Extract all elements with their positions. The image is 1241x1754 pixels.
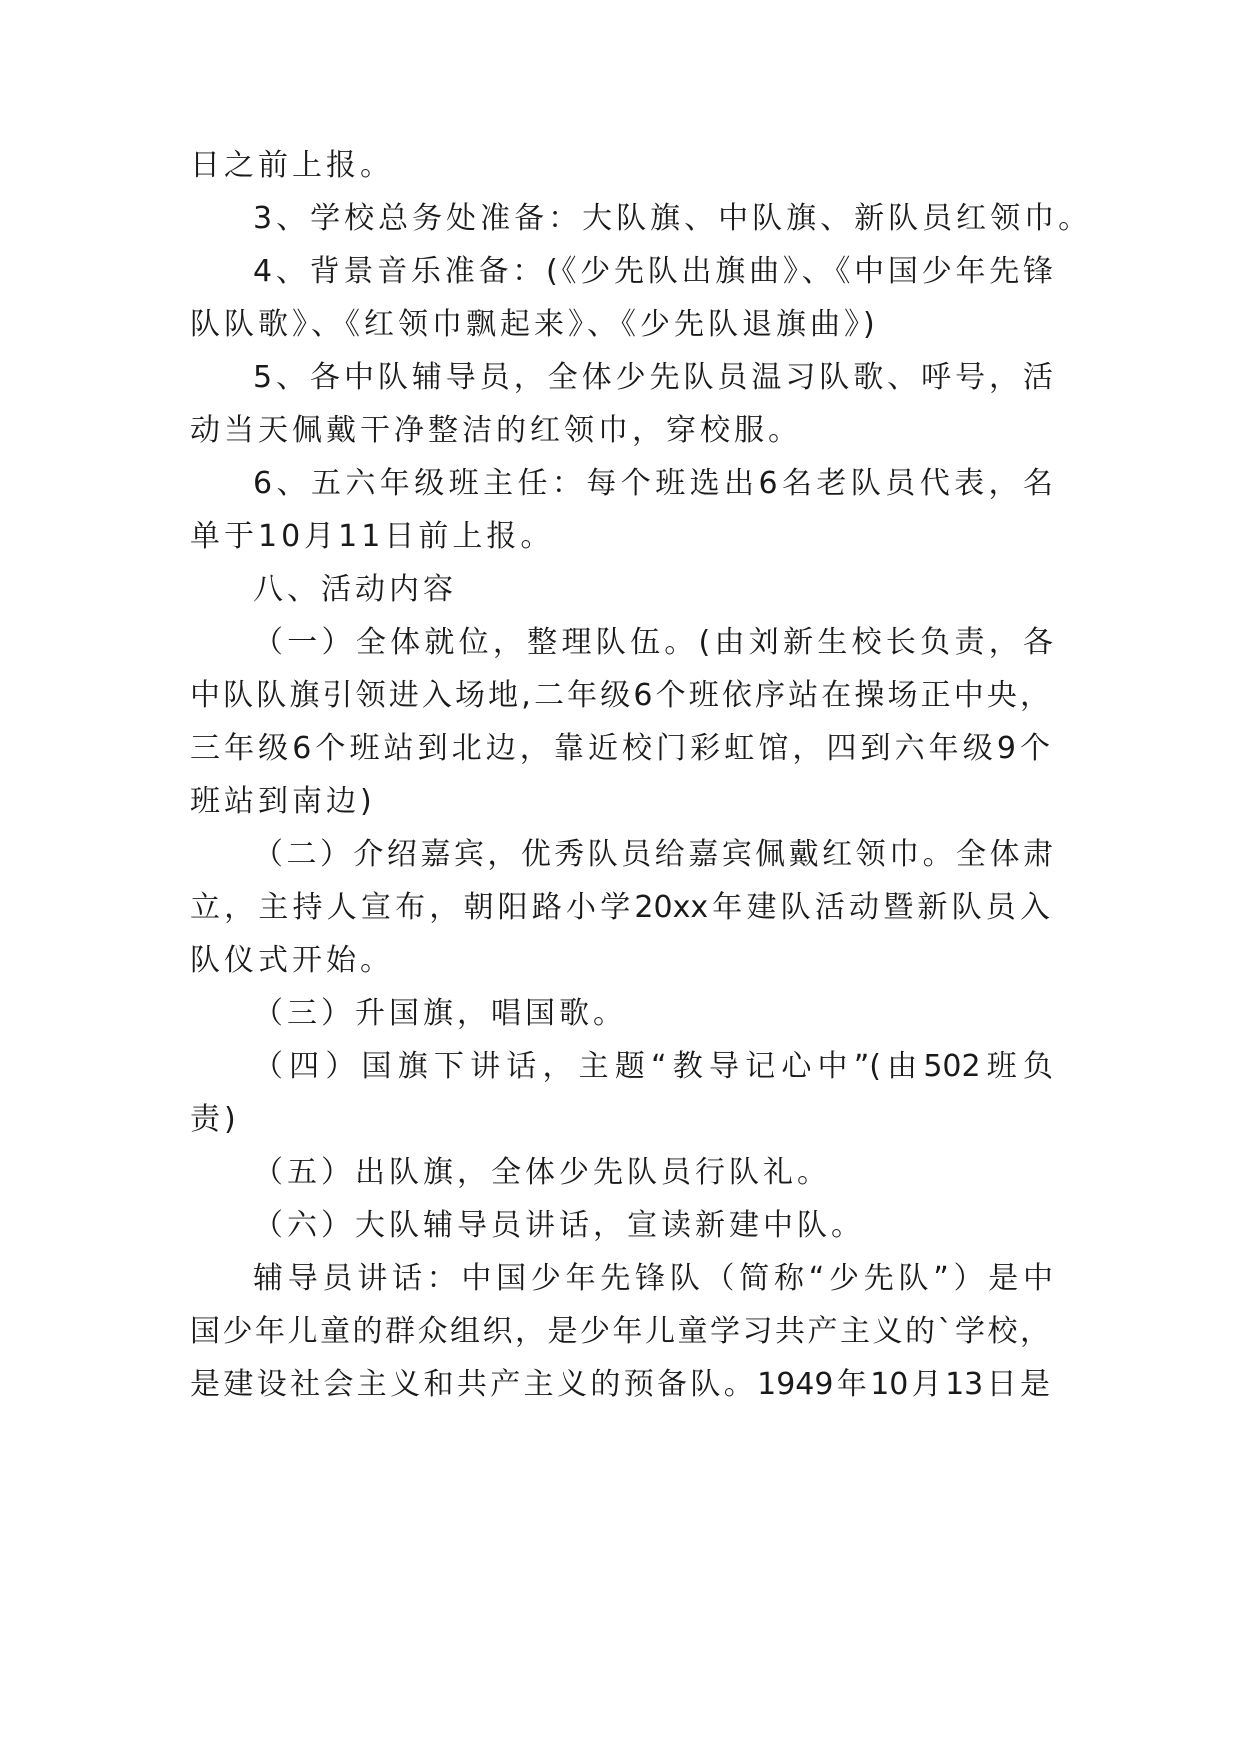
text-line-20: （五）出队旗，全体少先队员行队礼。 (253, 1155, 831, 1190)
text-line-12: 三年级6个班站到北边，靠近校门彩虹馆，四到六年级9个 (190, 731, 1050, 766)
text-line-18: （四）国旗下讲话，主题“教导记心中”(由502班负 (253, 1049, 1053, 1084)
text-line-15: 立，主持人宣布，朝阳路小学20xx年建队活动暨新队员入 (190, 890, 1050, 925)
text-line-21: （六）大队辅导员讲话，宣读新建中队。 (253, 1208, 865, 1243)
text-line-22: 辅导员讲话：中国少年先锋队（简称“少先队”）是中 (253, 1261, 1053, 1296)
text-line-5: 5、各中队辅导员，全体少先队员温习队歌、呼号，活 (253, 360, 1053, 395)
text-line-1: 日之前上报。 (190, 148, 394, 183)
text-line-8: 单于10月11日前上报。 (190, 519, 555, 554)
text-line-10: （一）全体就位，整理队伍。(由刘新生校长负责，各 (253, 625, 1053, 660)
text-line-7: 6、五六年级班主任：每个班选出6名老队员代表，名 (253, 466, 1053, 501)
text-line-3: 4、背景音乐准备：(《少先队出旗曲》、《中国少年先锋 (253, 254, 1053, 289)
text-line-6: 动当天佩戴干净整洁的红领巾，穿校服。 (190, 413, 802, 448)
text-line-23: 国少年儿童的群众组织，是少年儿童学习共产主义的`学校， (190, 1314, 1050, 1349)
text-line-14: （二）介绍嘉宾，优秀队员给嘉宾佩戴红领巾。全体肃 (253, 837, 1053, 872)
text-line-16: 队仪式开始。 (190, 943, 394, 978)
text-line-13: 班站到南边) (190, 784, 376, 819)
text-line-11: 中队队旗引领进入场地,二年级6个班依序站在操场正中央， (190, 678, 1050, 713)
text-line-19: 责) (190, 1102, 240, 1137)
text-line-4: 队队歌》、《红领巾飘起来》、《少先队退旗曲》) (190, 307, 879, 342)
text-line-2: 3、学校总务处准备：大队旗、中队旗、新队员红领巾。 (253, 201, 1093, 236)
section-heading: 八、活动内容 (253, 572, 457, 607)
text-line-17: （三）升国旗，唱国歌。 (253, 996, 627, 1031)
text-line-24: 是建设社会主义和共产主义的预备队。1949年10月13日是 (190, 1367, 1050, 1402)
